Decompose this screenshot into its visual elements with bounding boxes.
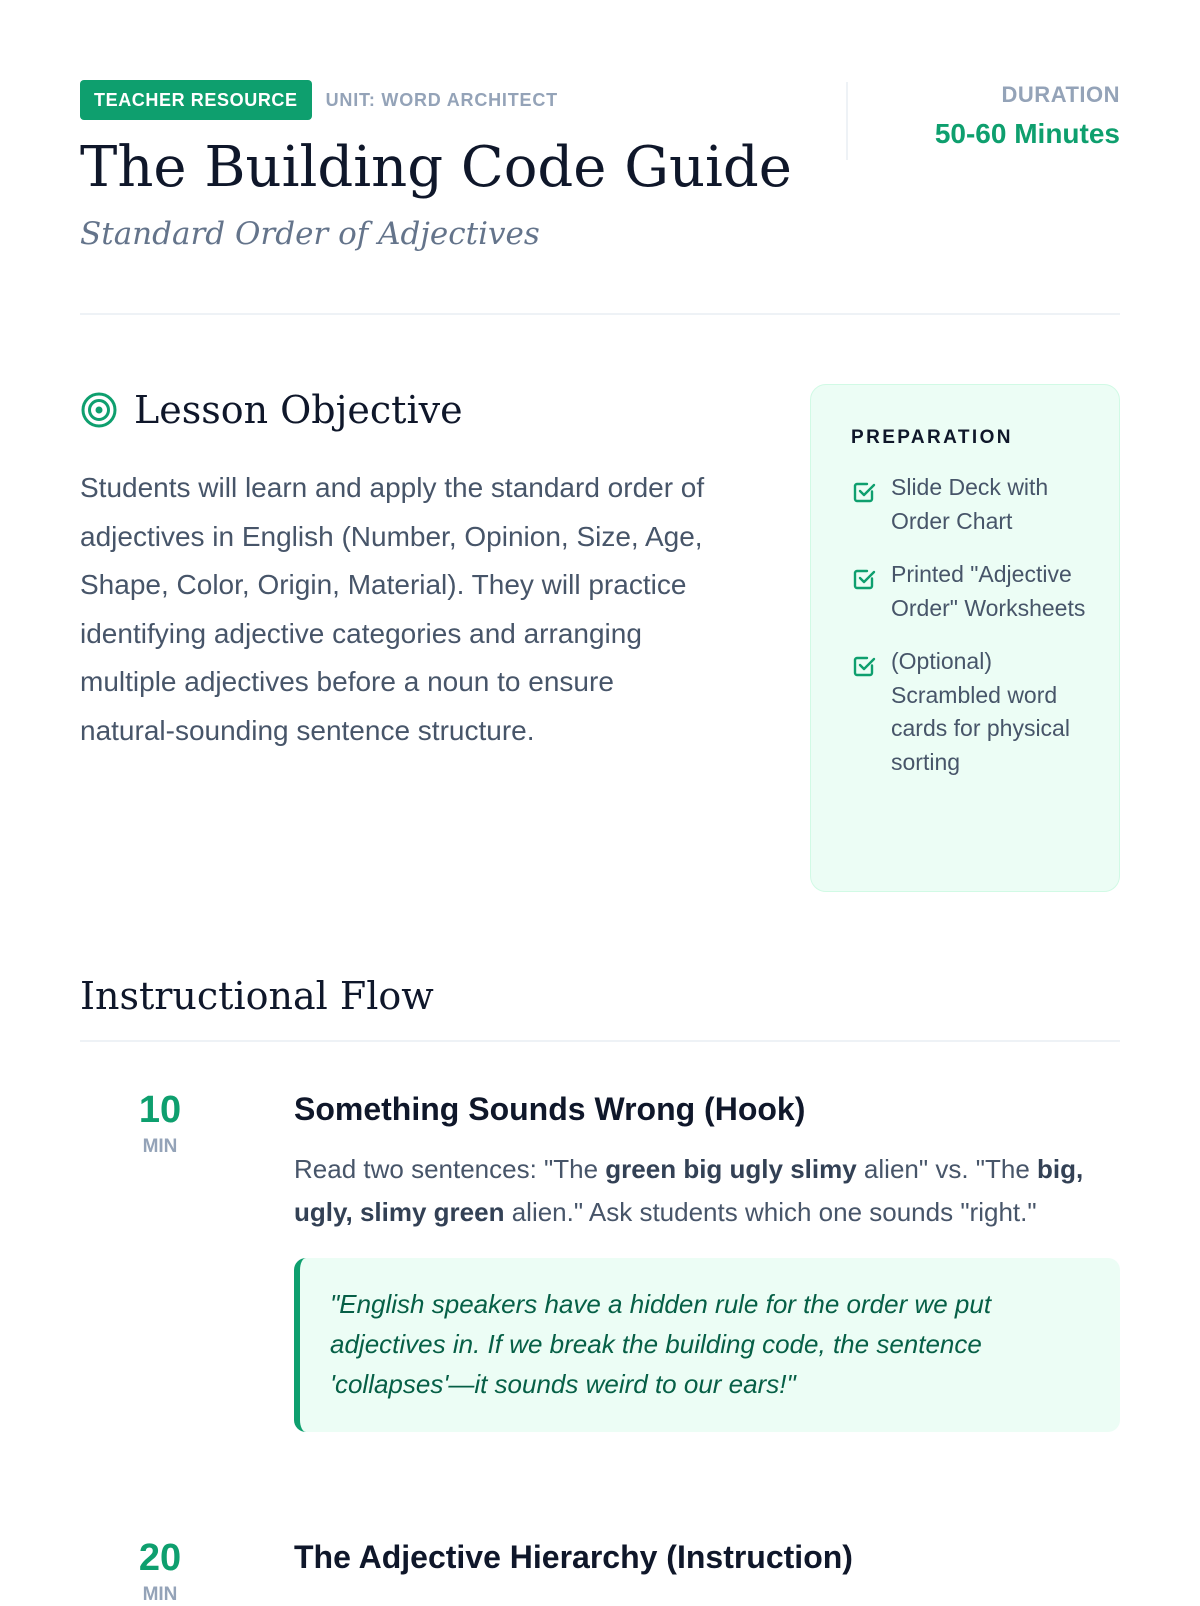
header-divider [846, 82, 848, 160]
preparation-item-label: Printed "Adjective Order" Worksheets [891, 561, 1086, 621]
step-unit: MIN [142, 1136, 178, 1157]
header-tags [80, 80, 558, 120]
step-description [294, 1148, 1120, 1234]
step-duration [80, 1088, 240, 1158]
flow-rule [80, 1040, 1120, 1042]
unit-label: UNIT: WORD ARCHITECT [325, 89, 558, 110]
step-text-part: Read two sentences: "The [294, 1154, 606, 1184]
checkbox-checked-icon [851, 653, 877, 679]
objective-title: Lesson Objective [134, 388, 463, 432]
step-body [294, 1536, 1120, 1578]
step-text-emphasis: green big ugly slimy [605, 1154, 857, 1184]
duration-value: 50-60 Minutes [934, 118, 1120, 149]
objective-heading [80, 388, 463, 432]
header-rule [80, 313, 1120, 315]
step-title: Something Sounds Wrong (Hook) [294, 1091, 806, 1127]
preparation-item-label: Slide Deck with Order Chart [891, 474, 1049, 534]
page-title: The Building Code Guide [80, 135, 792, 200]
flow-heading: Instructional Flow [80, 974, 434, 1018]
step-duration [80, 1536, 240, 1606]
resource-badge: TEACHER RESOURCE [80, 80, 312, 120]
page-subtitle: Standard Order of Adjectives [80, 216, 540, 252]
preparation-item [851, 558, 1095, 625]
checkbox-checked-icon [851, 479, 877, 505]
duration-block [935, 82, 1120, 150]
preparation-item [851, 645, 1095, 779]
lesson-page [80, 0, 1120, 1605]
preparation-title: PREPARATION [851, 427, 1013, 448]
preparation-item-label: (Optional) Scrambled word cards for physical sorting [891, 648, 1070, 775]
step-body [294, 1088, 1120, 1432]
objective-text: Students will learn and apply the standard order of adjectives in English (Number, Opinion, Size, Age, Shape, Color, Origin, Material). They will practice identifying adjective categories and arranging multiple adjectives before a noun to ensure natural-sounding sentence structure. [80, 472, 705, 746]
step-text-emphasis: big, ugly, slimy green [294, 1154, 1084, 1227]
target-icon [80, 391, 118, 429]
step-minutes: 10 [138, 1089, 182, 1131]
preparation-item [851, 471, 1095, 538]
checkbox-checked-icon [851, 566, 877, 592]
step-minutes: 20 [138, 1537, 182, 1579]
step-title: The Adjective Hierarchy (Instruction) [294, 1539, 853, 1575]
step-text-part: alien" vs. "The [856, 1154, 1038, 1184]
preparation-card [810, 384, 1120, 892]
step-unit: MIN [142, 1584, 178, 1605]
step-text-part: alien." Ask students which one sounds "right." [504, 1197, 1037, 1227]
duration-label: DURATION [1001, 82, 1120, 107]
teacher-script-quote: "English speakers have a hidden rule for the order we put adjectives in. If we break the building code, the sentence 'collapses'—it sounds weird to our ears!" [294, 1258, 1120, 1432]
